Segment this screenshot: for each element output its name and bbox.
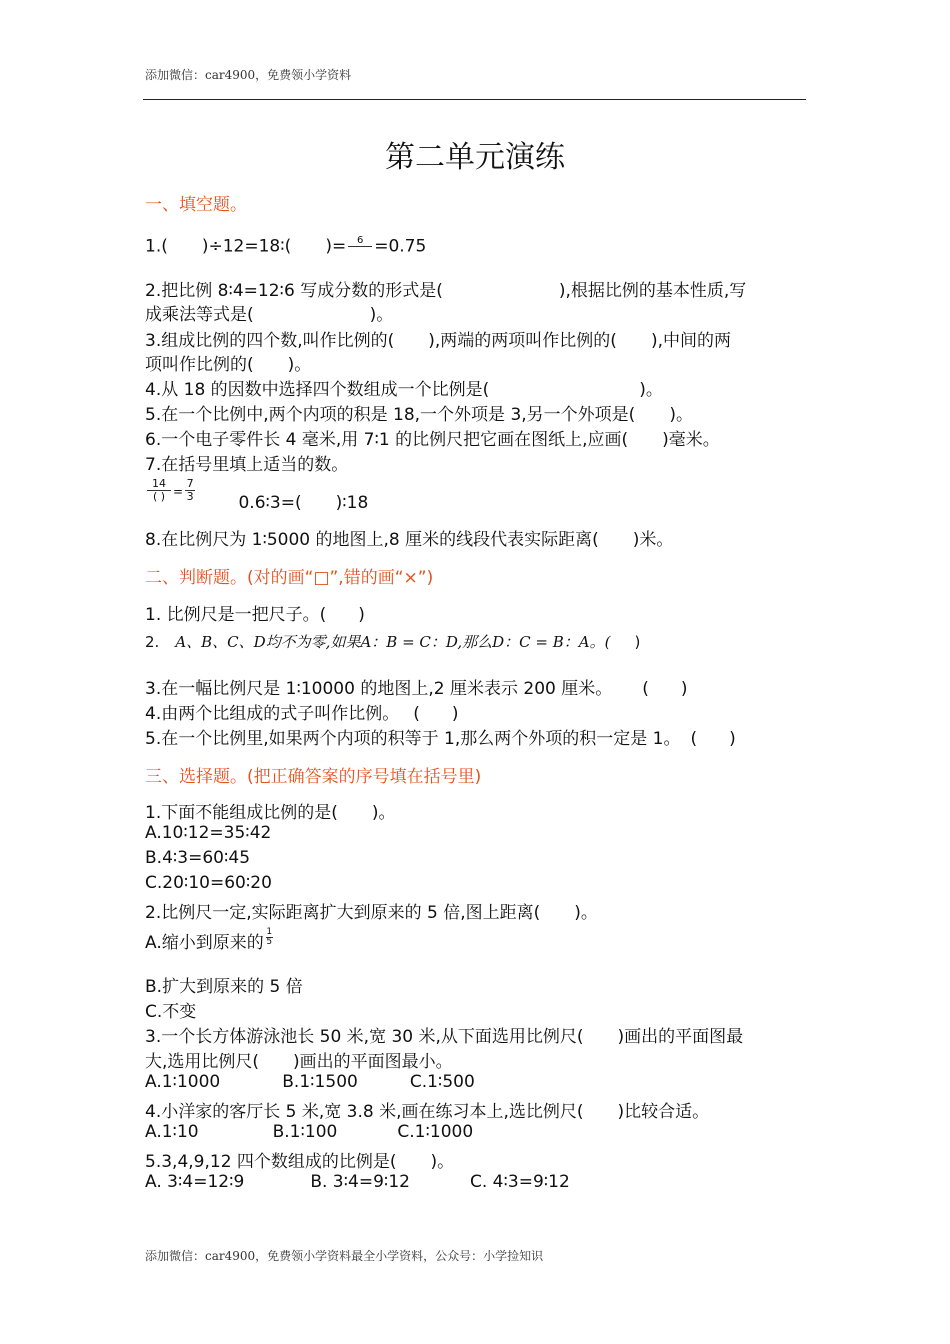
s3-q4: 4.小洋家的客厅长 5 米,宽 3.8 米,画在练习本上,选比例尺( )比较合适。 — [145, 1102, 710, 1122]
s2-q2: 2. A、B、C、D均不为零,如果A：B = C：D,那么D：C = B：A。( ) — [145, 633, 641, 651]
s1-q7: 7.在括号里填上适当的数。 — [145, 455, 349, 475]
option-b: B.1∶100 — [272, 1122, 338, 1142]
s1-q7-items: $\frac{14}{( )}$ = $\frac{7}{3}$ 0.6∶3=( )∶18 — [145, 478, 368, 503]
s1-q2-line2: 成乘法等式是( )。 — [145, 305, 394, 325]
s3-q5-options — [145, 1172, 570, 1192]
page-title: 第二单元演练 — [385, 140, 565, 175]
option-b: B. 3∶4=9∶12 — [310, 1172, 410, 1192]
option-a: A. 3∶4=12∶9 — [145, 1172, 245, 1192]
s3-q5: 5.3,4,9,12 四个数组成的比例是( )。 — [145, 1152, 455, 1172]
s3-q2-option-a: A.缩小到原来的 $\frac{1}{5}$ — [145, 926, 273, 953]
s2-q1: 1. 比例尺是一把尺子。( ) — [145, 605, 365, 625]
s3-q1-option-c: C.20∶10=60∶20 — [145, 873, 272, 893]
s3-q4-options — [145, 1122, 473, 1142]
fraction: $\frac{14}{( )}$ — [147, 478, 171, 503]
s3-q1: 1.下面不能组成比例的是( )。 — [145, 803, 396, 823]
s1-q6: 6.一个电子零件长 4 毫米,用 7∶1 的比例尺把它画在图纸上,应画( )毫米。 — [145, 430, 720, 450]
s1-q3-line1: 3.组成比例的四个数,叫作比例的( ),两端的两项叫作比例的( ),中间的两 — [145, 331, 731, 351]
s1-q4: 4.从 18 的因数中选择四个数组成一个比例是( )。 — [145, 380, 663, 400]
option-c: C. 4∶3=9∶12 — [469, 1172, 570, 1192]
option-c: C.1∶1000 — [397, 1122, 474, 1142]
fraction: 6 — [348, 236, 372, 257]
fraction: $\frac{1}{5}$ — [266, 926, 273, 947]
s3-q2: 2.比例尺一定,实际距离扩大到原来的 5 倍,图上距离( )。 — [145, 903, 598, 923]
s3-q1-option-b: B.4∶3=60∶45 — [145, 848, 251, 868]
header-rule — [143, 99, 806, 100]
s1-q1: 1.( )÷12=18∶( )= 6 =0.75 — [145, 235, 427, 257]
header-note: 添加微信：car4900，免费领小学资料 — [145, 68, 352, 82]
s1-q3-line2: 项叫作比例的( )。 — [145, 355, 312, 375]
section-fill-heading: 一、填空题。 — [145, 195, 247, 215]
s2-q3: 3.在一幅比例尺是 1∶10000 的地图上,2 厘米表示 200 厘米。 ( ) — [145, 679, 688, 699]
s3-q2-option-b: B.扩大到原来的 5 倍 — [145, 977, 303, 997]
s3-q2-option-c: C.不变 — [145, 1002, 197, 1022]
option-a: A.1∶1000 — [145, 1072, 221, 1092]
s1-q8: 8.在比例尺为 1∶5000 的地图上,8 厘米的线段代表实际距离( )米。 — [145, 530, 674, 550]
fraction: $\frac{7}{3}$ — [186, 477, 194, 503]
section-judge-heading: 二、判断题。(对的画“□”,错的画“×”) — [145, 568, 434, 588]
option-a: A.1∶10 — [145, 1122, 199, 1142]
s3-q3-line1: 3.一个长方体游泳池长 50 米,宽 30 米,从下面选用比例尺( )画出的平面图最 — [145, 1027, 744, 1047]
option-c: C.1∶500 — [409, 1072, 475, 1092]
s3-q3-options — [145, 1072, 475, 1092]
s3-q3-line2: 大,选用比例尺( )画出的平面图最小。 — [145, 1052, 453, 1072]
s1-q5: 5.在一个比例中,两个内项的积是 18,一个外项是 3,另一个外项是( )。 — [145, 405, 693, 425]
s2-q4: 4.由两个比组成的式子叫作比例。 ( ) — [145, 704, 459, 724]
s2-q5: 5.在一个比例里,如果两个内项的积等于 1,那么两个外项的积一定是 1。 ( ) — [145, 729, 736, 749]
section-choice-heading: 三、选择题。(把正确答案的序号填在括号里) — [145, 767, 482, 787]
footer-note: 添加微信：car4900，免费领小学资料最全小学资料，公众号：小学捡知识 — [145, 1249, 544, 1263]
option-b: B.1∶1500 — [282, 1072, 358, 1092]
s1-q2-line1: 2.把比例 8∶4=12∶6 写成分数的形式是( ),根据比例的基本性质,写 — [145, 281, 747, 301]
s3-q1-option-a: A.10∶12=35∶42 — [145, 823, 272, 843]
